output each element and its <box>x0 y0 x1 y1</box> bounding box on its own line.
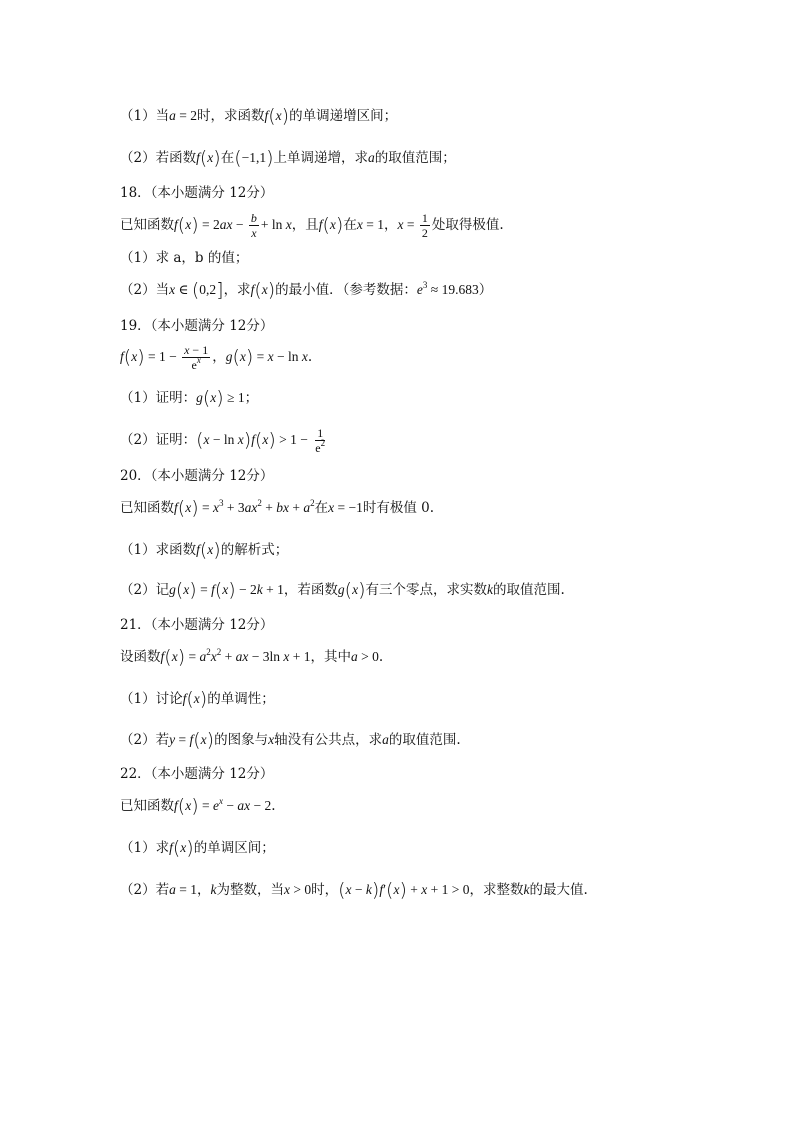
text: 时， <box>311 882 339 898</box>
text: 有三个零点，求实数 <box>365 582 488 598</box>
text: 已知函数 <box>120 798 174 814</box>
text: 设函数 <box>120 649 161 665</box>
q21-part1: （1）讨论f(x)的单调性； <box>120 688 275 710</box>
q22-part1: （1）求f(x)的单调区间； <box>120 837 275 859</box>
text: 的单调区间； <box>193 840 275 856</box>
text: 已知函数 <box>120 500 174 516</box>
q20-stem: 已知函数$f(x) = x^3 + 3ax^2$ + bx + $a^2$在x = −1时有极值 0. <box>120 497 435 519</box>
text: （2）若 <box>120 882 170 898</box>
text: 为整数，当 <box>216 882 284 898</box>
q18-part2: （2）当x ∈ (0,2]，求f(x)的最小值．（参考数据：$e^3 \approx 19.683$） <box>120 279 493 301</box>
text: ，求整数 <box>469 882 524 898</box>
text: ，求 <box>223 282 251 298</box>
text: 的解析式； <box>220 542 289 558</box>
text: （2）若函数 <box>120 150 197 166</box>
q21-stem: 设函数$f(x) = a^2x^2$ + ax − 3ln x + 1，其中a > 0. <box>120 646 384 668</box>
text: 处取得极值. <box>431 217 504 233</box>
text: 的取值范围. <box>493 582 565 598</box>
q19-heading: 19．（本小题满分 12分） <box>120 318 274 334</box>
text: 的最小值．（参考数据： <box>275 282 417 298</box>
text: ， <box>383 217 398 233</box>
text: ， <box>212 349 226 365</box>
text: 的取值范围； <box>374 150 456 166</box>
q22-stem: 已知函数$f(x) = e^x$ − ax − 2. <box>120 795 276 817</box>
q20-heading: 20．（本小题满分 12分） <box>120 468 274 484</box>
text: . <box>271 798 276 814</box>
text: （2）记 <box>120 582 170 598</box>
text: 已知函数 <box>120 217 174 233</box>
text: 轴没有公共点，求 <box>274 732 383 748</box>
text: （2）若 <box>120 732 170 748</box>
q22-part2: （2）若a = 1，k为整数，当x > 0时，(x − k)f′(x) + x + 1 > 0，求整数k的最大值. <box>120 879 588 901</box>
text: 在 <box>343 217 357 233</box>
text: ； <box>244 390 259 406</box>
q18-part1: （1）求 a，b 的值； <box>120 250 249 266</box>
text: （1）证明： <box>120 390 197 406</box>
q17-part2: （2）若函数f(x)在(−1,1)上单调递增，求a的取值范围； <box>120 147 456 169</box>
text: （1）求函数 <box>120 542 197 558</box>
q20-part2: （2）记g(x) = f(x) − 2k + 1，若函数g(x)有三个零点，求实数k的取值范围. <box>120 579 565 601</box>
q19-part1: （1）证明：g(x) ≥ 1； <box>120 387 259 409</box>
text: . <box>307 349 313 365</box>
q18-stem: 已知函数f(x) = 2ax − $\frac{b}{x}$ + ln x，且f(x)在x = 1，x = $\frac{1}{2}$ 处取得极值. <box>120 211 504 240</box>
text: 的取值范围. <box>388 732 461 748</box>
text: 的图象与 <box>214 732 269 748</box>
q18-heading: 18．（本小题满分 12分） <box>120 185 274 201</box>
text: 时，求函数 <box>196 108 265 124</box>
text: ，且 <box>291 217 319 233</box>
text: ，其中 <box>310 649 351 665</box>
q21-part2: （2）若y = f(x)的图象与x轴没有公共点，求a的取值范围. <box>120 729 461 751</box>
q19-part2: （2）证明：(x − ln x)f(x) > 1 − $\frac{1}{e^2}$ <box>120 426 326 455</box>
text: 在 <box>220 150 235 166</box>
text: 的单调递增区间； <box>289 108 398 124</box>
text: 时有极值 0. <box>362 500 435 516</box>
q20-part1: （1）求函数f(x)的解析式； <box>120 539 289 561</box>
text: 在 <box>314 500 329 516</box>
q22-heading: 22．（本小题满分 12分） <box>120 766 274 782</box>
text: ，若函数 <box>283 582 338 598</box>
text: （1）求 <box>120 840 170 856</box>
text: ） <box>478 282 493 298</box>
text: 的最大值. <box>529 882 588 898</box>
text: （2）当 <box>120 282 170 298</box>
text: 上单调递增，求 <box>273 150 369 166</box>
text: （1）当 <box>120 108 170 124</box>
text: 的单调性； <box>207 691 275 707</box>
text: （2）证明： <box>120 432 197 448</box>
q21-heading: 21．（本小题满分 12分） <box>120 617 274 633</box>
text: . <box>378 649 384 665</box>
text: （1）讨论 <box>120 691 183 707</box>
q17-part1: （1）当a = 2时，求函数f(x)的单调递增区间； <box>120 105 398 127</box>
text: ， <box>196 882 211 898</box>
q19-stem: f(x) = 1 − $\frac{x - 1}{e^x}$ ，g(x) = x − ln x. <box>120 343 313 372</box>
